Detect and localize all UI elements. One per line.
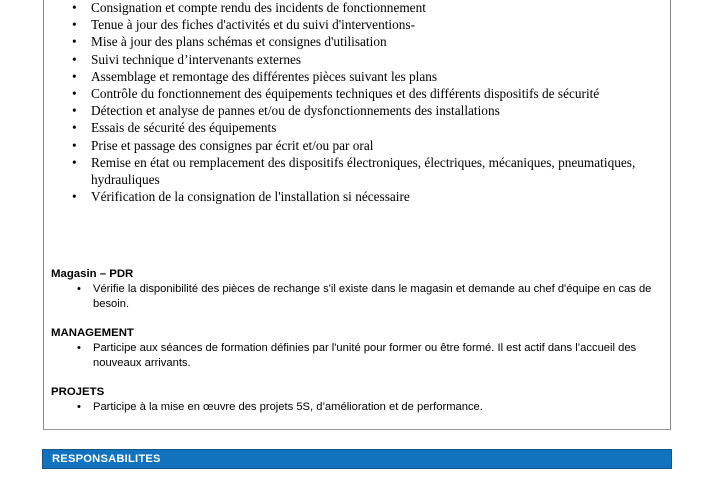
list-item xyxy=(44,16,670,33)
section-projets xyxy=(44,385,670,415)
list-item-text: Mise à jour des plans schémas et consignes d'utilisation xyxy=(91,34,387,50)
list-item xyxy=(44,51,670,68)
list-item-text: Consignation et compte rendu des incidents de fonctionnement xyxy=(91,0,426,15)
tasks-table-cell xyxy=(43,0,671,430)
list-item xyxy=(44,188,670,205)
list-item xyxy=(44,85,670,102)
primary-tasks-list xyxy=(44,0,670,205)
bullet-icon: • xyxy=(72,86,77,102)
list-item-text: Participe à la mise en œuvre des projets 5S, d’amélioration et de performance. xyxy=(93,401,483,413)
list-item xyxy=(44,0,670,16)
bullet-icon: • xyxy=(72,17,77,33)
section-title: PROJETS xyxy=(51,386,105,398)
bullet-icon: • xyxy=(72,51,77,67)
bullet-icon: • xyxy=(77,283,81,295)
list-item-text: Remise en état ou remplacement des dispositifs électroniques, électriques, mécaniques, pneumatiques, hydrauliques xyxy=(91,154,636,188)
bullet-icon: • xyxy=(72,0,77,15)
list-item xyxy=(44,341,670,370)
bullet-icon: • xyxy=(72,68,77,84)
bullet-icon: • xyxy=(72,154,77,170)
list-item xyxy=(44,400,670,415)
section-list xyxy=(44,282,670,311)
section-management xyxy=(44,326,670,370)
list-item-text: Contrôle du fonctionnement des équipements techniques et des différents dispositifs de sécurité xyxy=(91,86,600,102)
section-magasin-pdr xyxy=(44,267,670,311)
primary-tasks-block xyxy=(44,0,670,205)
bullet-icon: • xyxy=(72,120,77,136)
section-list xyxy=(44,400,670,415)
list-item xyxy=(44,68,670,85)
list-item xyxy=(44,102,670,119)
bullet-icon: • xyxy=(77,401,81,413)
list-item xyxy=(44,137,670,154)
list-item-text: Détection et analyse de pannes et/ou de dysfonctionnements des installations xyxy=(91,103,500,119)
list-item-text: Participe aux séances de formation définies par l'unité pour former ou être formé. Il est actif dans l’accueil des nouveaux arrivants. xyxy=(93,342,637,369)
list-item-text: Tenue à jour des fiches d'activités et du suivi d'interventions- xyxy=(91,17,416,33)
section-title: Magasin – PDR xyxy=(51,268,134,280)
bullet-icon: • xyxy=(72,103,77,119)
responsabilites-banner xyxy=(42,449,672,469)
list-item-text: Vérification de la consignation de l'installation si nécessaire xyxy=(91,189,410,205)
list-item-text: Essais de sécurité des équipements xyxy=(91,120,277,136)
list-item xyxy=(44,282,670,311)
bullet-icon: • xyxy=(77,342,81,354)
bullet-icon: • xyxy=(72,189,77,205)
section-title: MANAGEMENT xyxy=(51,327,134,339)
section-list xyxy=(44,341,670,370)
list-item-text: Prise et passage des consignes par écrit et/ou par oral xyxy=(91,137,374,153)
list-item-text: Suivi technique d’intervenants externes xyxy=(91,51,302,67)
list-item xyxy=(44,154,670,188)
list-item-text: Assemblage et remontage des différentes pièces suivant les plans xyxy=(91,68,438,84)
list-item-text: Vérifie la disponibilité des pièces de rechange s'il existe dans le magasin et demande au chef d'équipe en cas de besoin. xyxy=(93,283,652,310)
responsabilites-banner-label: RESPONSABILITES xyxy=(52,453,161,465)
list-item xyxy=(44,119,670,136)
list-item xyxy=(44,33,670,50)
bullet-icon: • xyxy=(72,137,77,153)
bullet-icon: • xyxy=(72,34,77,50)
